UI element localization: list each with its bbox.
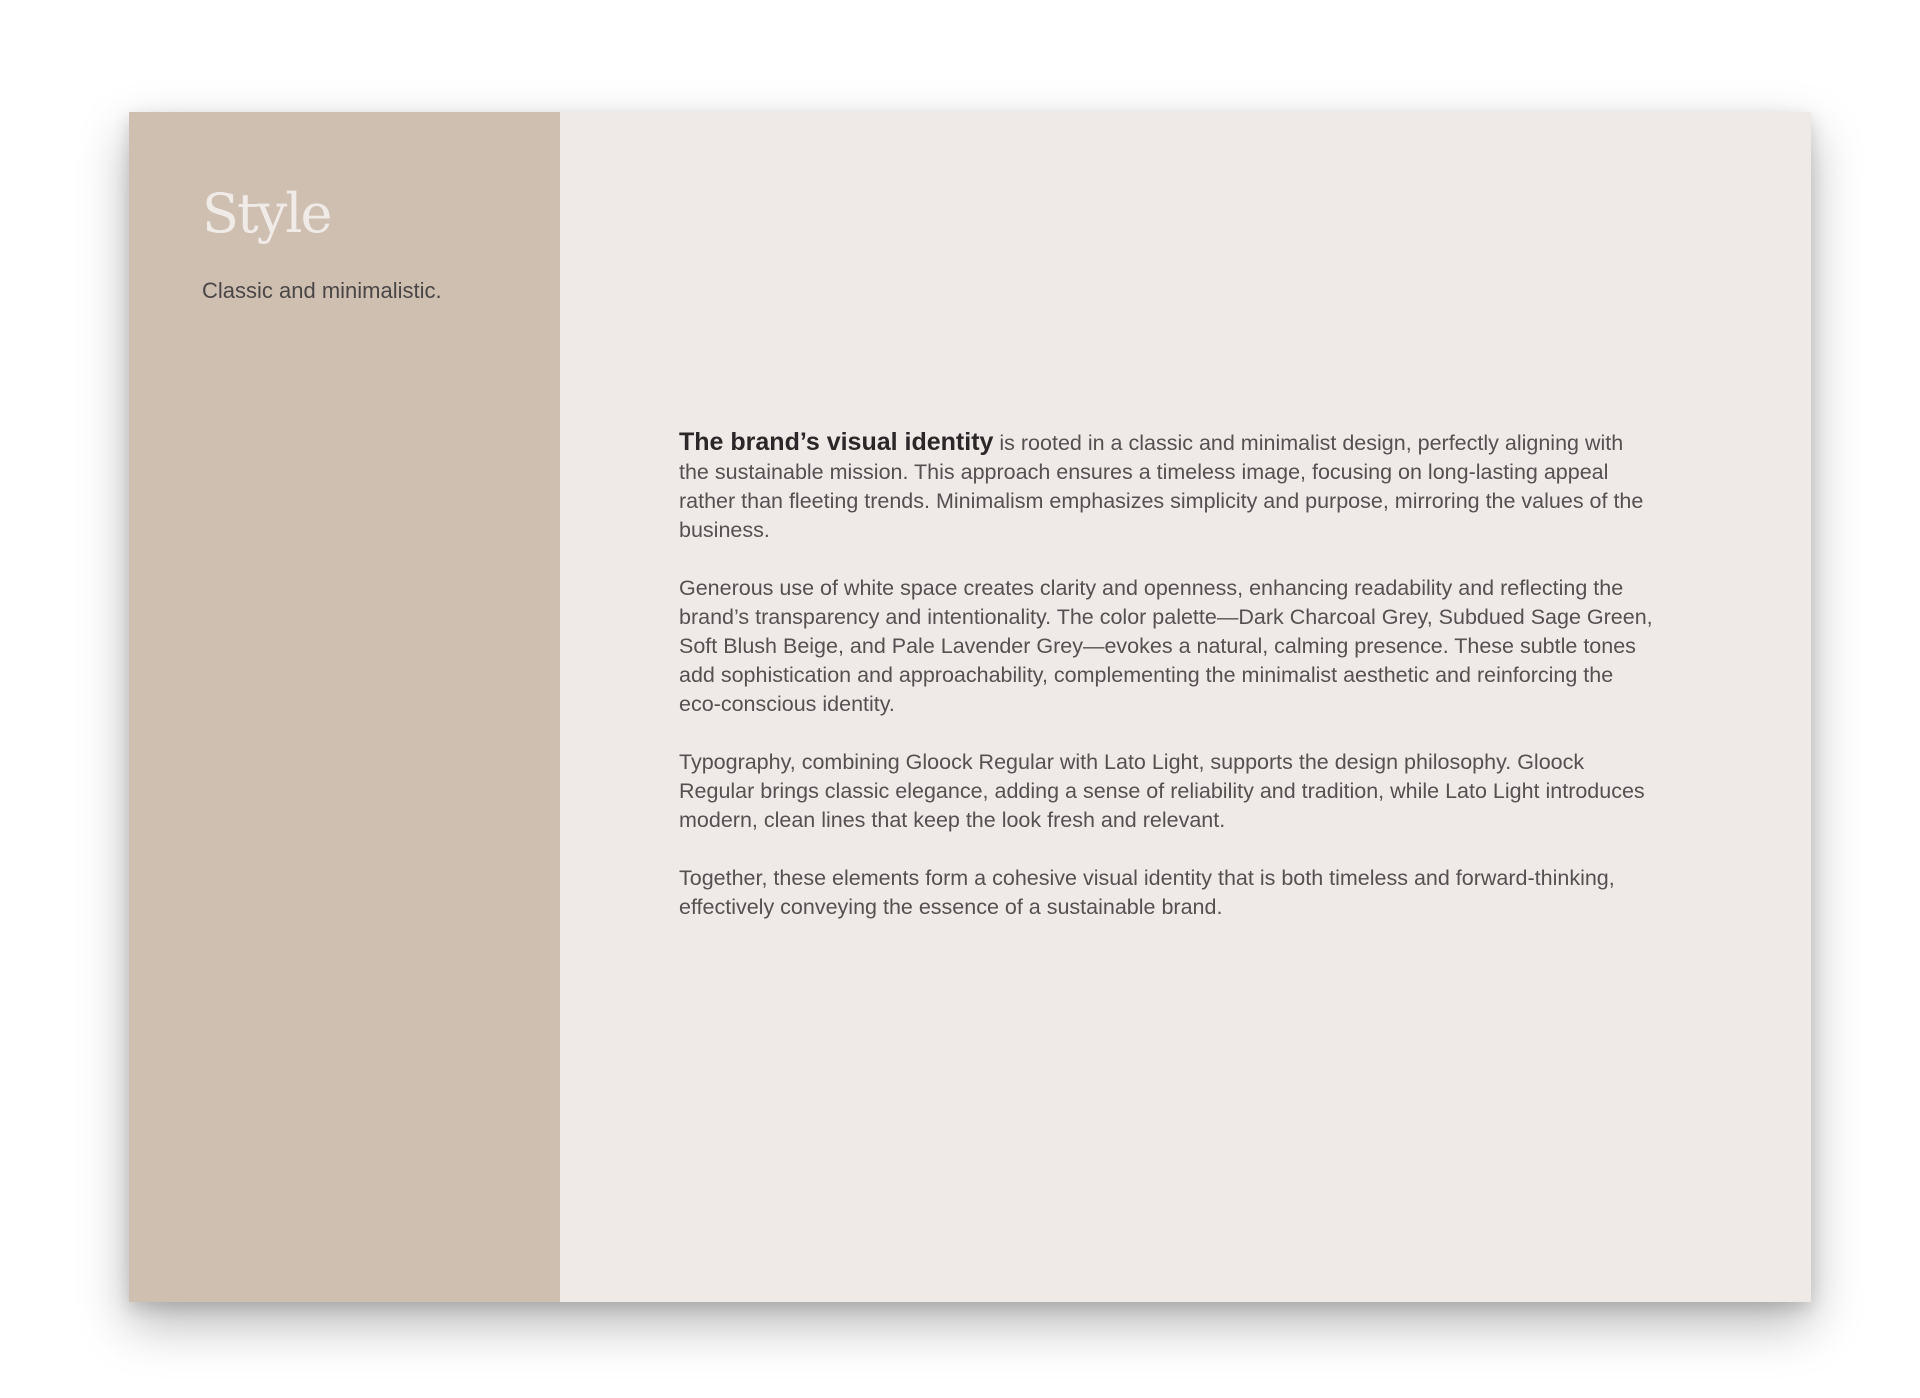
sidebar-panel xyxy=(129,112,560,1302)
page-title: Style xyxy=(202,182,331,245)
paragraph-intro xyxy=(679,428,1659,545)
style-page xyxy=(129,112,1811,1302)
paragraph-whitespace-color: Generous use of white space creates clarity and openness, enhancing readability and reflecting the brand’s transparency and intentionality. The color palette—Dark Charcoal Grey, Subdued Sage Green, Soft Blush Beige, and Pale Lavender Grey—evokes a natural, calming presence. These subtle tones add sophistication and approachability, complementing the minimalist aesthetic and reinforcing the eco-conscious identity. xyxy=(679,576,1653,716)
lead-phrase: The brand’s visual identity xyxy=(679,428,994,456)
page-subtitle: Classic and minimalistic. xyxy=(202,278,442,303)
body-content xyxy=(679,428,1659,951)
paragraph-typography: Typography, combining Gloock Regular with Lato Light, supports the design philosophy. Gloock Regular brings classic elegance, adding a sense of reliability and tradition, while Lato Light introduces modern, clean lines that keep the look fresh and relevant. xyxy=(679,750,1645,832)
paragraph-text: is rooted in a classic and minimalist design, perfectly aligning with the sustainable mission. This approach ensures a timeless image, focusing on long-lasting appeal rather than fleeting trends. Minimalism emphasizes simplicity and purpose, mirroring the values of the business. xyxy=(679,431,1644,542)
paragraph-conclusion: Together, these elements form a cohesive visual identity that is both timeless and forward-thinking, effectively conveying the essence of a sustainable brand. xyxy=(679,866,1615,919)
